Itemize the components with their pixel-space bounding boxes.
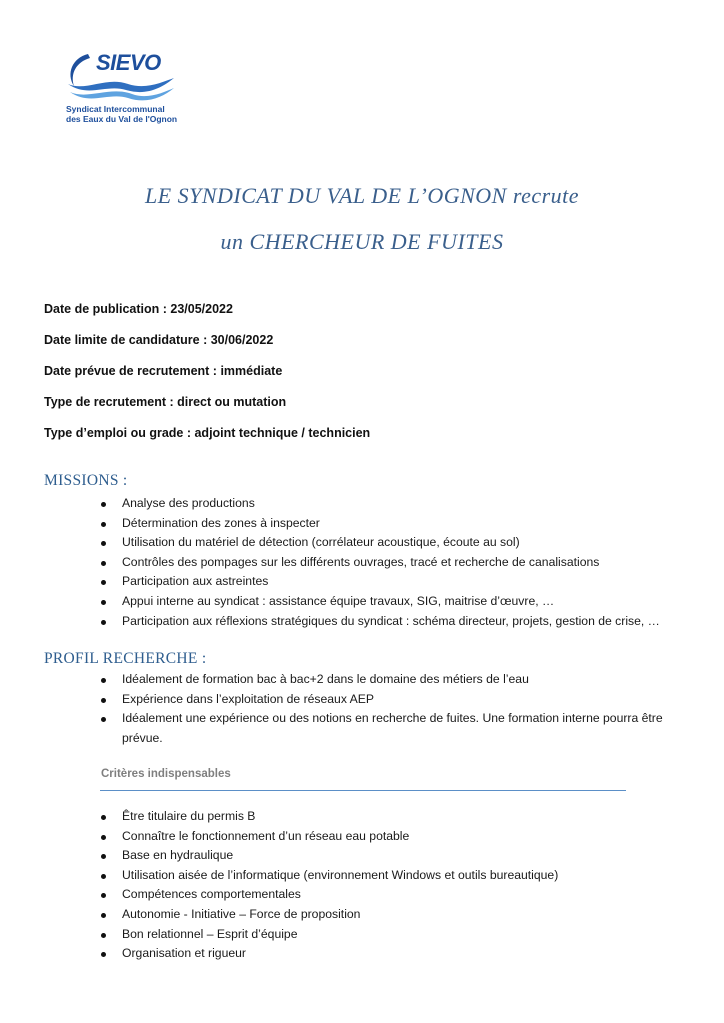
list-item bbox=[98, 612, 688, 632]
bullet-icon bbox=[101, 835, 106, 840]
list-item bbox=[98, 553, 688, 573]
bullet-icon bbox=[101, 620, 106, 625]
list-item-text: Base en hydraulique bbox=[122, 848, 234, 863]
list-item-text: Participation aux astreintes bbox=[122, 574, 269, 589]
list-item-text: Idéalement de formation bac à bac+2 dans le domaine des métiers de l’eau bbox=[122, 672, 529, 686]
bullet-icon bbox=[101, 952, 106, 957]
bullet-icon bbox=[101, 815, 106, 820]
recruitment-type: Type de recrutement : direct ou mutation bbox=[44, 395, 287, 409]
list-item-text: Utilisation aisée de l’informatique (environnement Windows et outils bureautique) bbox=[122, 867, 559, 882]
criteria-list bbox=[98, 807, 688, 964]
bullet-icon bbox=[101, 854, 106, 859]
page-title-line2: un CHERCHEUR DE FUITES bbox=[220, 229, 504, 254]
list-item bbox=[98, 885, 688, 905]
list-item bbox=[98, 905, 688, 925]
logo-subtitle-line1: Syndicat Intercommunal bbox=[66, 104, 165, 114]
bullet-icon bbox=[101, 561, 106, 566]
criteria-heading: Critères indispensables bbox=[101, 768, 231, 780]
application-deadline: Date limite de candidature : 30/06/2022 bbox=[44, 333, 274, 347]
list-item bbox=[98, 866, 688, 886]
list-item bbox=[98, 572, 688, 592]
page-title-line1: LE SYNDICAT DU VAL DE L’OGNON recrute bbox=[144, 183, 580, 208]
list-item-text: Contrôles des pompages sur les différents ouvrages, tracé et recherche de canalisations bbox=[122, 554, 600, 569]
list-item bbox=[98, 827, 688, 847]
job-grade: Type d’emploi ou grade : adjoint technique / technicien bbox=[44, 426, 371, 440]
list-item bbox=[98, 846, 688, 866]
list-item-text: Bon relationnel – Esprit d’équipe bbox=[122, 926, 298, 941]
list-item-text: Détermination des zones à inspecter bbox=[122, 515, 320, 530]
list-item bbox=[98, 670, 688, 690]
list-item bbox=[98, 533, 688, 553]
list-item-text: Idéalement une expérience ou des notions en recherche de fuites. Une formation interne pourra être prévue. bbox=[122, 711, 663, 745]
bullet-icon bbox=[101, 541, 106, 546]
list-item-text: Expérience dans l’exploitation de réseaux AEP bbox=[122, 691, 375, 706]
recruitment-date: Date prévue de recrutement : immédiate bbox=[44, 364, 283, 378]
list-item-text: Connaître le fonctionnement d’un réseau eau potable bbox=[122, 828, 410, 843]
bullet-icon bbox=[101, 933, 106, 938]
bullet-icon bbox=[101, 580, 106, 585]
list-item bbox=[98, 807, 688, 827]
bullet-icon bbox=[101, 893, 106, 898]
list-item-text: Autonomie - Initiative – Force de proposition bbox=[122, 906, 361, 921]
bullet-icon bbox=[101, 600, 106, 605]
list-item-text: Appui interne au syndicat : assistance équipe travaux, SIG, maitrise d’œuvre, … bbox=[122, 593, 555, 608]
list-item bbox=[98, 944, 688, 964]
sievo-logo bbox=[66, 48, 176, 128]
bullet-icon bbox=[101, 522, 106, 527]
list-item bbox=[98, 494, 688, 514]
bullet-icon bbox=[101, 678, 106, 683]
list-item bbox=[98, 690, 688, 710]
profil-list bbox=[98, 670, 688, 748]
logo-subtitle-line2: des Eaux du Val de l'Ognon bbox=[66, 114, 178, 124]
list-item-text: Analyse des productions bbox=[122, 496, 255, 510]
profil-heading: PROFIL RECHERCHE : bbox=[44, 650, 207, 667]
logo-wordmark: SIEVO bbox=[96, 50, 161, 75]
list-item-text: Organisation et rigueur bbox=[122, 946, 246, 961]
logo-subtitle bbox=[66, 104, 177, 124]
publication-date: Date de publication : 23/05/2022 bbox=[44, 302, 233, 316]
list-item-text: Participation aux réflexions stratégiques du syndicat : schéma directeur, projets, gestion de crise, … bbox=[122, 613, 660, 628]
list-item bbox=[98, 592, 688, 612]
section-divider bbox=[100, 790, 626, 791]
bullet-icon bbox=[101, 717, 106, 722]
list-item-text: Utilisation du matériel de détection (corrélateur acoustique, écoute au sol) bbox=[122, 535, 520, 550]
bullet-icon bbox=[101, 502, 106, 507]
list-item-text: Compétences comportementales bbox=[122, 887, 301, 902]
list-item bbox=[98, 709, 688, 748]
list-item bbox=[98, 514, 688, 534]
list-item bbox=[98, 925, 688, 945]
bullet-icon bbox=[101, 874, 106, 879]
bullet-icon bbox=[101, 913, 106, 918]
bullet-icon bbox=[101, 698, 106, 703]
missions-heading: MISSIONS : bbox=[44, 472, 128, 489]
missions-list bbox=[98, 494, 688, 631]
list-item-text: Être titulaire du permis B bbox=[122, 809, 256, 823]
